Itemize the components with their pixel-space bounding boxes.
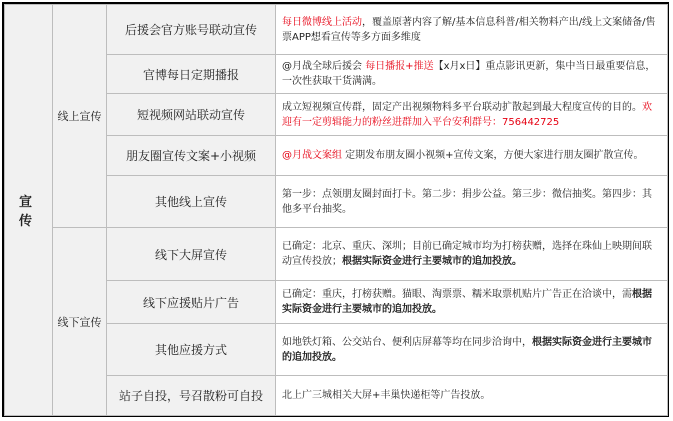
item-cell: 官博每日定期播报 <box>107 55 276 94</box>
desc-text: 【x月x日】重点影讯更新，集中当日最重要信息，一次性获取干货满满。 <box>282 61 656 87</box>
highlight-text: 欢迎有一定剪辑能力的粉丝进群加入平台安利群号：756442725 <box>282 101 652 128</box>
desc-text: 如地铁灯箱、公交站台、便利店屏幕等均在同步洽询中， <box>282 336 532 348</box>
promotion-table <box>4 4 668 416</box>
desc-cell: 北上广三城相关大屏+丰巢快递柜等广告投放。 <box>276 376 668 416</box>
desc-text: 已确定：重庆，打榜获赠。猫眼、淘票票、糯米取票机贴片广告正在洽谈中，需 <box>282 289 632 300</box>
desc-cell <box>276 5 668 55</box>
desc-cell: 第一步：点领朋友圈封面打卡。第二步：捐步公益。第三步：微信抽奖。第四步：其他多平台抽奖。 <box>276 176 668 228</box>
item-cell: 其他线上宣传 <box>107 176 276 228</box>
promotion-table-frame <box>2 2 669 417</box>
mention-text: @月战全球后援会 <box>282 61 366 72</box>
category-cell: 宣 传 <box>5 5 53 416</box>
highlight-text: 每日播报+推送 <box>365 61 434 72</box>
desc-text: 成立短视频宣传群，固定产出视频物料多平台联动扩散起到最大程度宣传的目的。 <box>282 101 642 113</box>
table-row <box>5 228 668 281</box>
online-promotion-label: 线上宣传 <box>53 5 107 228</box>
desc-text: 定期发布朋友圈小视频+宣传文案，方便大家进行朋友圈扩散宣传。 <box>342 150 644 161</box>
table-row <box>5 5 668 55</box>
bold-text: 根据实际资金进行主要城市的追加投放。 <box>282 289 652 315</box>
item-cell: 线下应援贴片广告 <box>107 281 276 324</box>
item-cell: 短视频网站联动宣传 <box>107 94 276 136</box>
bold-text: 根据实际资金进行主要城市的追加投放。 <box>282 336 652 363</box>
item-cell: 后援会官方账号联动宣传 <box>107 5 276 55</box>
desc-cell <box>276 136 668 176</box>
desc-cell <box>276 228 668 281</box>
bold-text: 根据实际资金进行主要城市的追加投放。 <box>342 256 522 267</box>
item-cell: 朋友圈宣传文案+小视频 <box>107 136 276 176</box>
highlight-text: 每日微博线上活动 <box>282 16 362 28</box>
desc-cell <box>276 55 668 94</box>
desc-text: ，覆盖原著内容了解/基本信息科普/相关物料产出/线上文案储备/售票APP想看宣传等多方面多维度 <box>282 16 656 43</box>
offline-promotion-label: 线下宣传 <box>53 228 107 416</box>
item-cell: 其他应援方式 <box>107 324 276 376</box>
item-cell: 站子自投，号召散粉可自投 <box>107 376 276 416</box>
item-cell: 线下大屏宣传 <box>107 228 276 281</box>
desc-cell <box>276 324 668 376</box>
highlight-text: @月战文案组 <box>282 150 342 161</box>
desc-text: 已确定：北京、重庆、深圳；目前已确定城市均为打榜获赠，选择在珠仙上映期间联动宣传投放； <box>282 241 652 267</box>
desc-cell <box>276 94 668 136</box>
desc-cell <box>276 281 668 324</box>
